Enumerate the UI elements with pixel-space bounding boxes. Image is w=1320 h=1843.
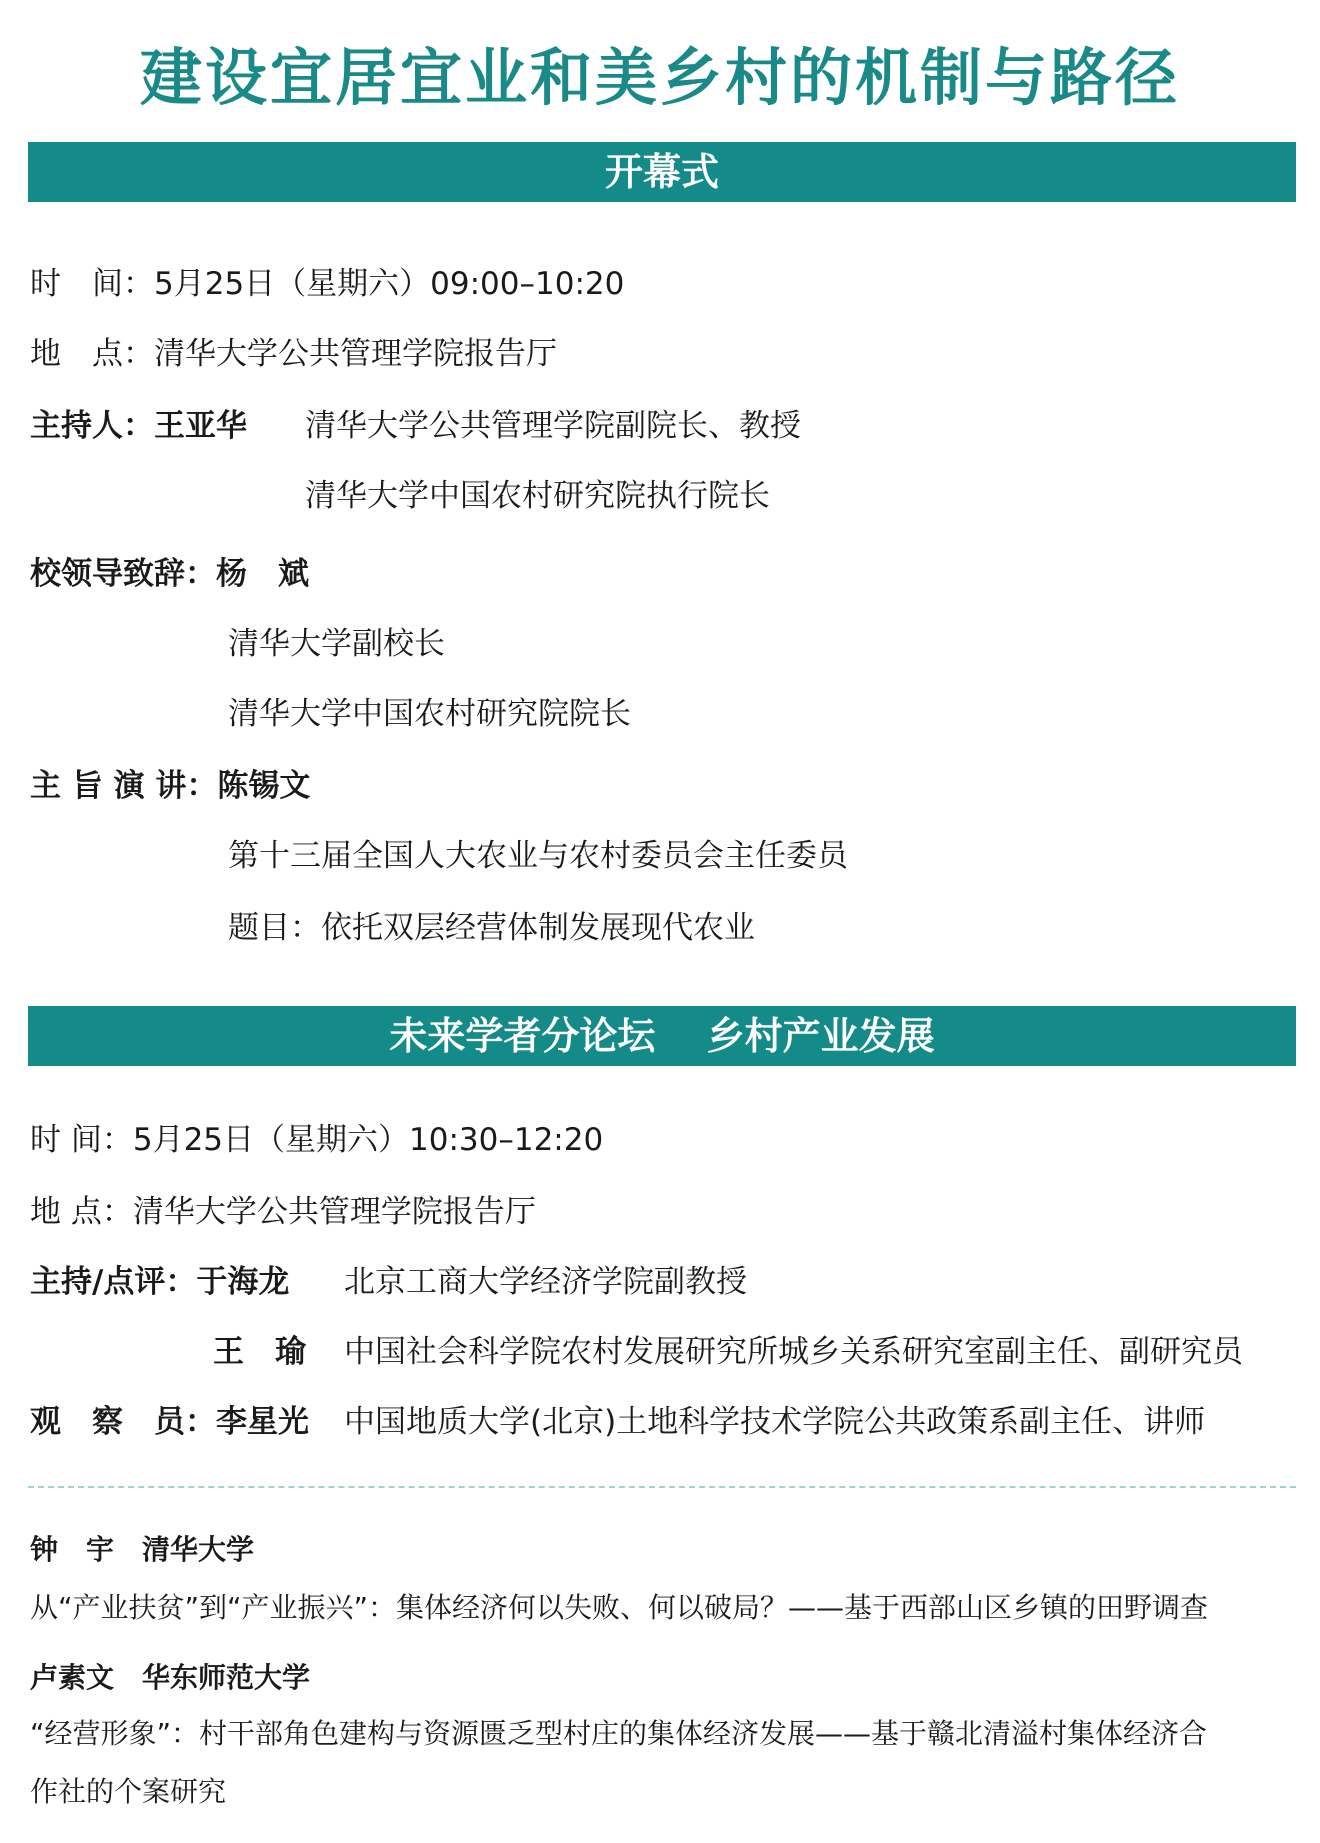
host-title-1: 清华大学公共管理学院副院长、教授	[305, 408, 801, 444]
talk-2-title-2: 作社的个案研究	[30, 1775, 227, 1808]
opening-place	[30, 328, 557, 373]
speech-title-1: 清华大学副校长	[228, 626, 445, 662]
place-label: 地 点：	[30, 336, 154, 372]
forum-host-2-desc: 中国社会科学院农村发展研究所城乡关系研究室副主任、副研究员	[344, 1334, 1243, 1370]
forum-place	[30, 1186, 536, 1231]
place-value: 清华大学公共管理学院报告厅	[132, 1194, 536, 1230]
section-banner-forum: 未来学者分论坛 乡村产业发展	[28, 1006, 1296, 1066]
talk-2-speaker: 卢素文 华东师范大学	[30, 1661, 311, 1694]
time-label: 时 间：	[30, 1122, 133, 1158]
time-value: 5月25日（星期六）09:00–10:20	[154, 266, 625, 302]
host-label: 主持人：王亚华	[30, 408, 247, 444]
speech-title-2: 清华大学中国农村研究院院长	[228, 696, 631, 732]
talk-1-title: 从“产业扶贫”到“产业振兴”：集体经济何以失败、何以破局？——基于西部山区乡镇的田野调查	[30, 1591, 1209, 1624]
talk-2-title-1: “经营形象”：村干部角色建构与资源匮乏型村庄的集体经济发展——基于赣北清溢村集体经济合	[30, 1717, 1208, 1750]
keynote-topic: 题目：依托双层经营体制发展现代农业	[228, 910, 755, 946]
forum-host-1-desc: 北京工商大学经济学院副教授	[344, 1264, 747, 1300]
keynote-title: 第十三届全国人大农业与农村委员会主任委员	[228, 838, 848, 874]
section-banner-opening: 开幕式	[28, 142, 1296, 202]
place-value: 清华大学公共管理学院报告厅	[154, 336, 557, 372]
host-title-2: 清华大学中国农村研究院执行院长	[305, 478, 770, 514]
place-label: 地 点：	[30, 1194, 133, 1230]
keynote-label: 主 旨 演 讲：陈锡文	[30, 768, 311, 804]
page-title: 建设宜居宜业和美乡村的机制与路径	[139, 41, 1180, 114]
forum-host-2-name: 王 瑜	[213, 1334, 306, 1370]
observer-label: 观 察 员：李星光	[30, 1404, 309, 1440]
talk-1-speaker: 钟 宇 清华大学	[30, 1533, 255, 1566]
opening-time	[30, 258, 624, 303]
observer-desc: 中国地质大学(北京)土地科学技术学院公共政策系副主任、讲师	[344, 1404, 1206, 1440]
divider	[28, 1486, 1296, 1488]
speech-label: 校领导致辞：杨 斌	[30, 556, 309, 592]
forum-host-label: 主持/点评：于海龙	[30, 1264, 290, 1300]
forum-time	[30, 1114, 603, 1159]
time-label: 时 间：	[30, 266, 154, 302]
time-value: 5月25日（星期六）10:30–12:20	[132, 1122, 604, 1158]
